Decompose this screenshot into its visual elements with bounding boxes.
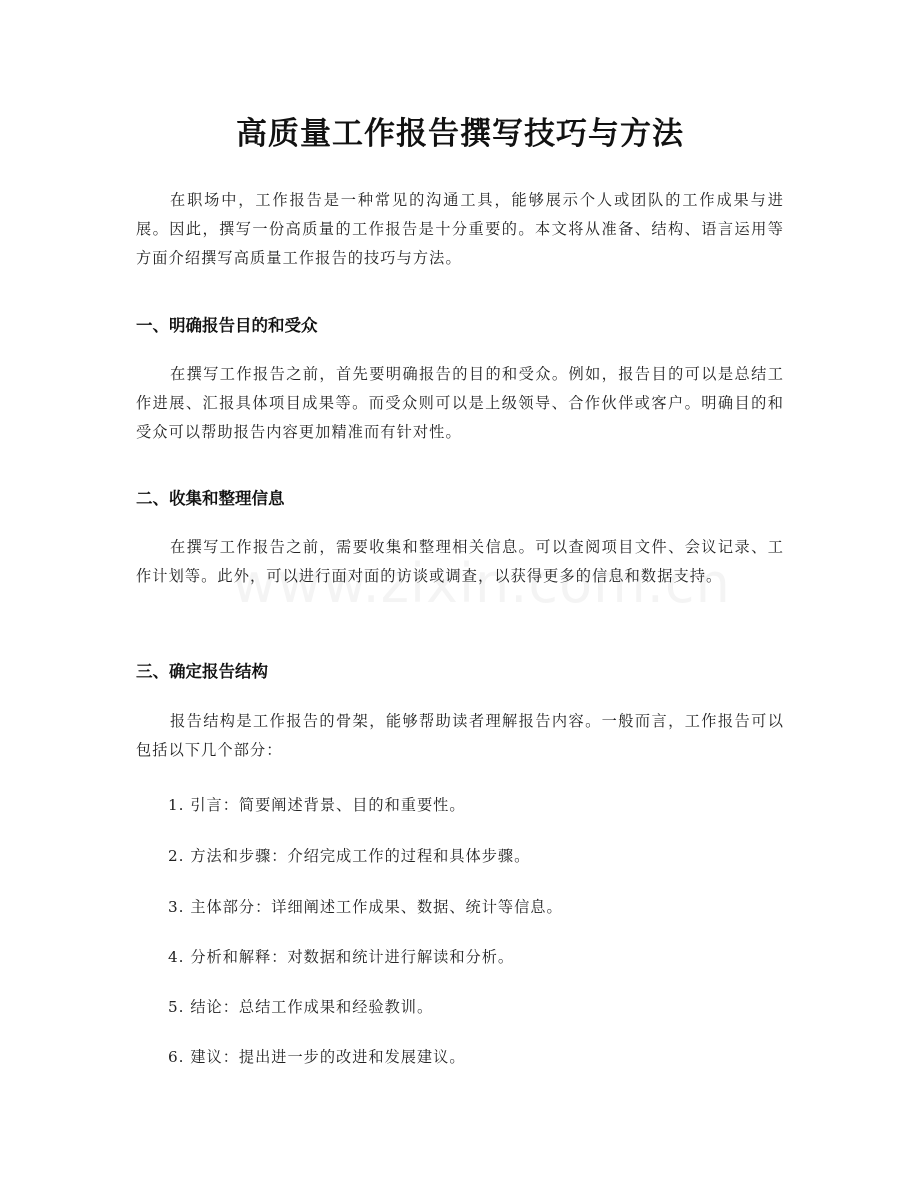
list-item-methods: 2. 方法和步骤：介绍完成工作的过程和具体步骤。 bbox=[168, 847, 531, 865]
section-2-paragraph: 在撰写工作报告之前，需要收集和整理相关信息。可以查阅项目文件、会议记录、工作计划等。此外，可以进行面对面的访谈或调查，以获得更多的信息和数据支持。 bbox=[136, 538, 784, 585]
intro-paragraph: 在职场中，工作报告是一种常见的沟通工具，能够展示个人或团队的工作成果与进展。因此，撰写一份高质量的工作报告是十分重要的。本文将从准备、结构、语言运用等方面介绍撰写高质量工作报告的技巧与方法。 bbox=[136, 191, 784, 267]
list-item-introduction: 1. 引言：简要阐述背景、目的和重要性。 bbox=[168, 796, 466, 814]
section-3-heading: 三、确定报告结构 bbox=[136, 662, 268, 681]
list-item-analysis: 4. 分析和解释：对数据和统计进行解读和分析。 bbox=[168, 948, 515, 966]
section-3-paragraph: 报告结构是工作报告的骨架，能够帮助读者理解报告内容。一般而言，工作报告可以包括以下几个部分： bbox=[136, 712, 784, 759]
list-item-conclusion: 5. 结论：总结工作成果和经验教训。 bbox=[168, 998, 434, 1016]
list-item-suggestions: 6. 建议：提出进一步的改进和发展建议。 bbox=[168, 1048, 466, 1066]
section-2-heading: 二、收集和整理信息 bbox=[136, 489, 285, 508]
document-title: 高质量工作报告撰写技巧与方法 bbox=[236, 116, 684, 152]
list-item-main-body: 3. 主体部分：详细阐述工作成果、数据、统计等信息。 bbox=[168, 898, 563, 916]
section-1-paragraph: 在撰写工作报告之前，首先要明确报告的目的和受众。例如，报告目的可以是总结工作进展、汇报具体项目成果等。而受众则可以是上级领导、合作伙伴或客户。明确目的和受众可以帮助报告内容更加精准而有针对性。 bbox=[136, 365, 784, 441]
section-1-heading: 一、明确报告目的和受众 bbox=[136, 316, 318, 335]
